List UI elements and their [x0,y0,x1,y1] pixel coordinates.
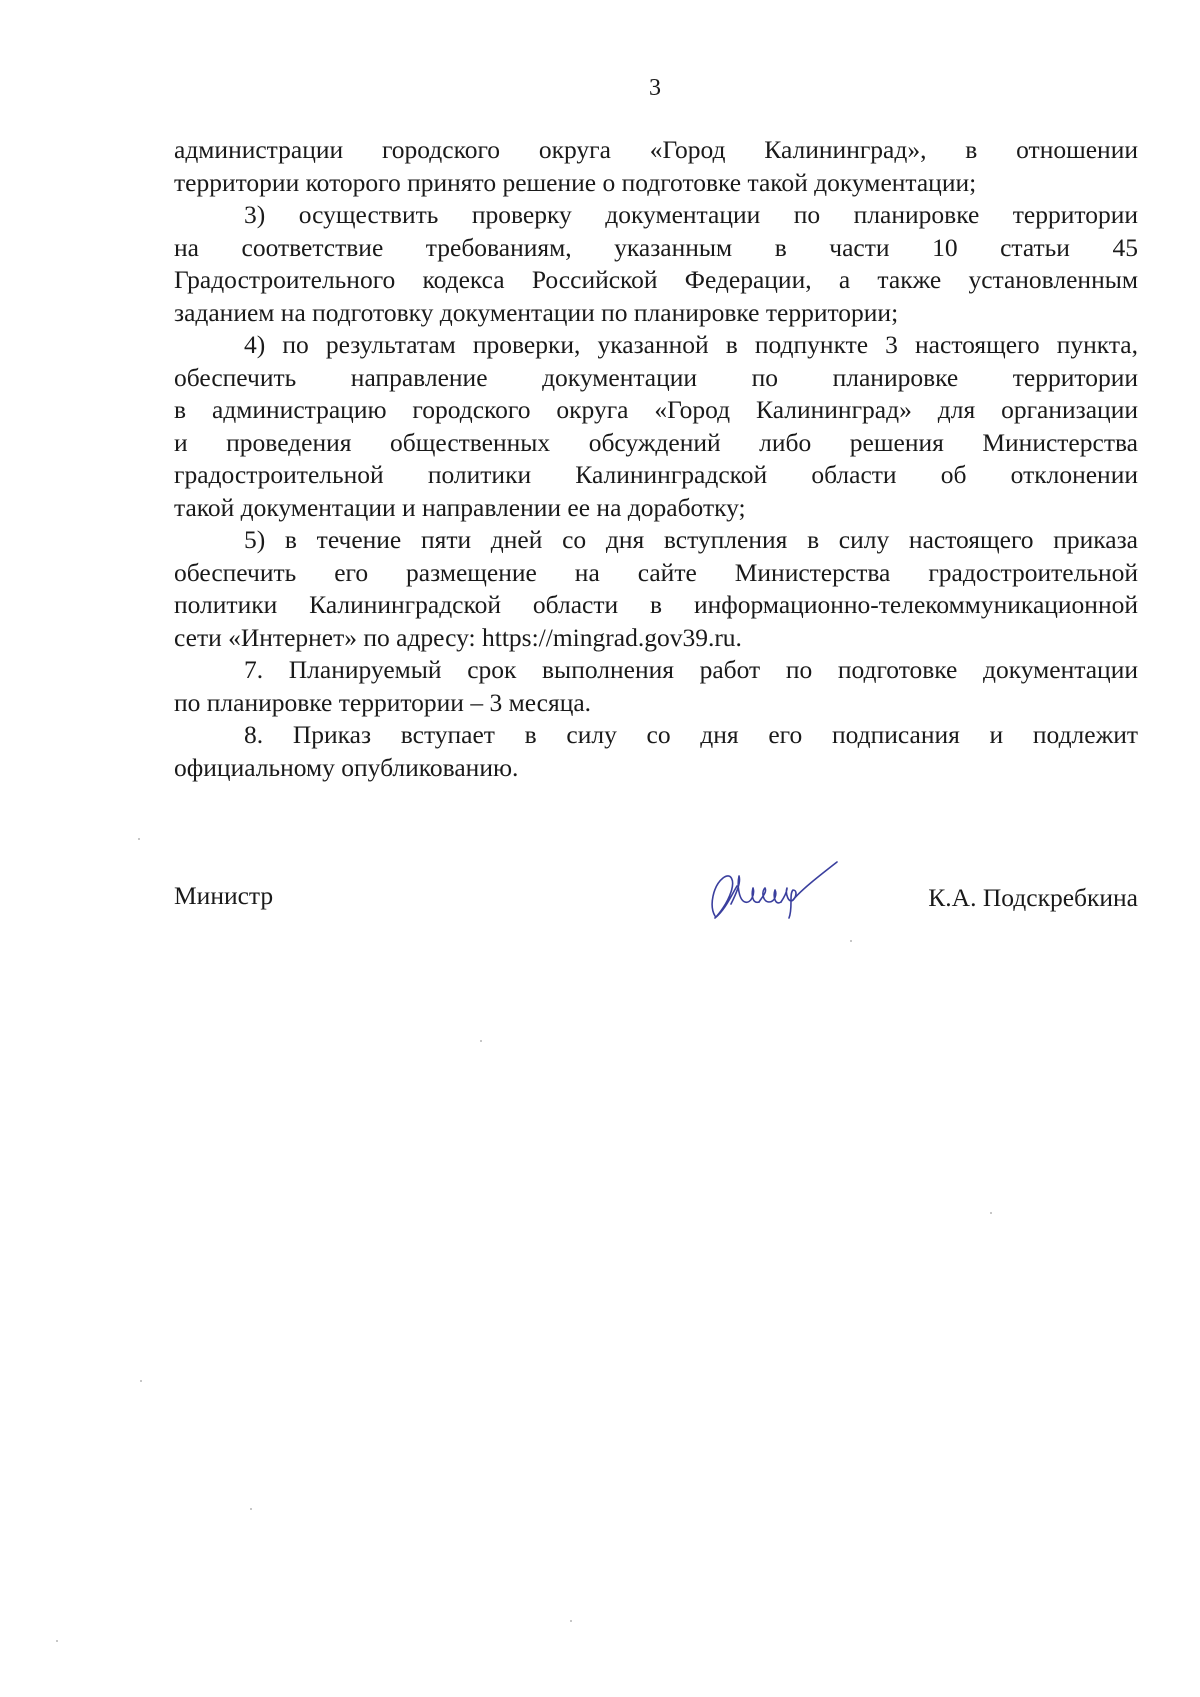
paragraph [174,524,1138,654]
scan-speck [480,1040,482,1042]
text-line: 3) осуществить проверку документации по планировке территории [244,200,1138,229]
text-line: на соответствие требованиям, указанным в части 10 статьи 45 [174,232,1138,262]
text-line: 7. Планируемый срок выполнения работ по подготовке документации [244,655,1138,684]
paragraph [174,134,1138,199]
text-line: Градостроительного кодекса Российской Федерации, а также установленным [174,265,1138,294]
text-line: заданием на подготовку документации по планировке территории; [174,297,899,327]
scan-speck [250,1508,252,1510]
text-line: политики Калининградской области в информационно-телекоммуникационной [174,590,1138,619]
signatory-name: К.А. Подскребкина [928,883,1138,912]
page-number: 3 [649,75,661,101]
handwritten-signature [701,856,851,936]
text-line: обеспечить его размещение на сайте Министерства градостроительной [174,557,1138,587]
scan-speck [140,1380,142,1382]
paragraph [174,719,1138,784]
text-line: 8. Приказ вступает в силу со дня его подписания и подлежит [244,720,1138,749]
text-line: сети «Интернет» по адресу: https://mingrad.gov39.ru. [174,622,742,652]
text-line: территории которого принято решение о подготовке такой документации; [174,167,977,197]
text-line: администрации городского округа «Город Калининград», в отношении [174,135,1138,164]
signature-block [174,864,1138,944]
scan-speck [56,1640,58,1642]
scan-speck [570,1620,572,1622]
paragraph [174,199,1138,329]
paragraph [174,654,1138,719]
text-line: градостроительной политики Калининградской области об отклонении [174,460,1138,489]
text-line: по планировке территории – 3 месяца. [174,687,592,717]
scan-speck [850,940,852,942]
text-line: такой документации и направлении ее на доработку; [174,492,746,522]
text-line: 4) по результатам проверки, указанной в подпункте 3 настоящего пункта, [244,330,1138,359]
text-line: обеспечить направление документации по планировке территории [174,362,1138,392]
text-line: и проведения общественных обсуждений либо решения Министерства [174,427,1138,457]
scan-speck [138,838,140,840]
paragraph [174,329,1138,524]
document-body [174,134,1138,784]
text-line: в администрацию городского округа «Город Калининград» для организации [174,395,1138,424]
text-line: официальному опубликованию. [174,752,519,782]
scan-speck [990,1212,992,1214]
text-line: 5) в течение пяти дней со дня вступления в силу настоящего приказа [244,525,1138,554]
signatory-position: Министр [174,881,274,910]
